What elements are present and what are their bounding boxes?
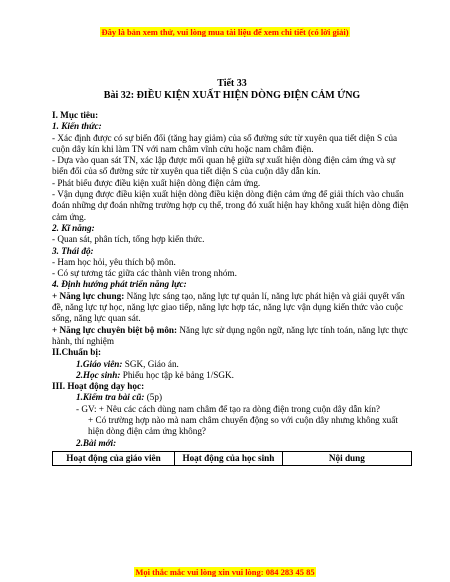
competency-specific-label: + Năng lực chuyên biệt bộ môn: — [52, 324, 178, 335]
knowledge-item: - Xác định được có sự biến đổi (tăng hay giảm) của số đường sức từ xuyên qua tiết diện S của cuộn dây kín khi làm TN với nam châm vĩnh cửu hoặc nam châm điện. — [52, 132, 398, 154]
competency-general-label: + Năng lực chung: — [52, 290, 125, 301]
table-header-row — [53, 451, 412, 465]
prep-teacher-text: SGK, Giáo án. — [122, 358, 179, 369]
activity-new-lesson: 2.Bài mới: — [76, 437, 117, 448]
competency-general — [52, 291, 412, 325]
section-activities: III. Hoạt động dạy học: — [52, 381, 145, 392]
prep-teacher — [52, 359, 412, 370]
activity-review — [52, 392, 412, 403]
subsection-knowledge: 1. Kiến thức: — [52, 121, 102, 132]
document-body — [52, 78, 412, 466]
activity-review-label: 1.Kiểm tra bài cũ: — [76, 392, 145, 403]
competency-general-text: Năng lực sáng tạo, năng lực tự quản lí, năng lực phát hiện và giải quyết vấn đề, năng lực tự học, năng lực giao tiếp, năng lực hợp tác, năng lực vận dụng kiến thức vào cuộc sống, năng lực quan sát. — [52, 290, 405, 324]
prep-teacher-label: 1.Giáo viên: — [76, 358, 123, 369]
attitude-item: - Ham học hỏi, yêu thích bộ môn. — [52, 256, 176, 267]
competency-specific-text: Năng lực sử dụng ngôn ngữ, năng lực tính toán, năng lực thực hành, thí nghiệm — [52, 324, 408, 346]
subsection-attitude: 3. Thái độ: — [52, 245, 94, 256]
top-banner — [0, 27, 450, 37]
prep-student — [52, 370, 412, 381]
competency-specific — [52, 325, 412, 348]
knowledge-item: - Vận dụng được điều kiện xuất hiện dòng điều kiện dòng điện cảm ứng để giải thích vào chuẩn đoán những dự đoán những trường hợp cụ thể, trong đó xuất hiện hay không xuất hiện dòng điện cảm ứng. — [52, 189, 409, 222]
subsection-competency: 4. Định hướng phát triển năng lực: — [52, 279, 187, 290]
table-header: Nội dung — [282, 451, 411, 465]
skill-item: - Quan sát, phân tích, tổng hợp kiến thức. — [52, 234, 205, 245]
section-objectives: I. Mục tiêu: — [52, 110, 99, 120]
prep-student-label: 2.Học sinh: — [76, 369, 121, 380]
bottom-banner-text: Mọi thắc mắc vui lòng xin vui lòng: 084 283 45 85 — [135, 567, 315, 577]
prep-student-text: Phiếu học tập kẻ bảng 1/SGK. — [120, 369, 234, 380]
subsection-skills: 2. Kĩ năng: — [52, 222, 95, 233]
activity-table — [52, 451, 412, 466]
knowledge-item: - Phát biểu được điều kiện xuất hiện dòng điện cảm ứng. — [52, 177, 261, 188]
table-header: Hoạt động của học sinh — [175, 451, 283, 465]
teacher-question: + Có trường hợp nào mà nam châm chuyển động so với cuộn dây nhưng không xuất hiện dòng điện cảm ứng không? — [88, 415, 398, 437]
activity-review-time: (5p) — [144, 392, 163, 403]
lesson-title: Bài 32: ĐIỀU KIỆN XUẤT HIỆN DÒNG ĐIỆN CẢM ỨNG — [103, 90, 361, 101]
table-header: Hoạt động của giáo viên — [53, 451, 175, 465]
lesson-number: Tiết 33 — [217, 78, 247, 89]
section-preparation: II.Chuẩn bị: — [52, 347, 102, 358]
teacher-question: - GV: + Nêu các cách dùng nam châm để tạo ra dòng điện trong cuộn dây dẫn kín? — [76, 403, 381, 414]
top-banner-text: Đây là bản xem thử, vui lòng mua tài liệu để xem chi tiết (có lời giải) — [101, 27, 349, 37]
attitude-item: - Có sự tương tác giữa các thành viên trong nhóm. — [52, 268, 237, 279]
bottom-banner — [0, 567, 450, 577]
knowledge-item: - Dựa vào quan sát TN, xác lập được mối quan hệ giữa sự xuất hiện dòng điện cảm ứng và sự biến đổi của số đường sức từ xuyên qua tiết diện S của cuộn dây dẫn kín. — [52, 155, 396, 177]
